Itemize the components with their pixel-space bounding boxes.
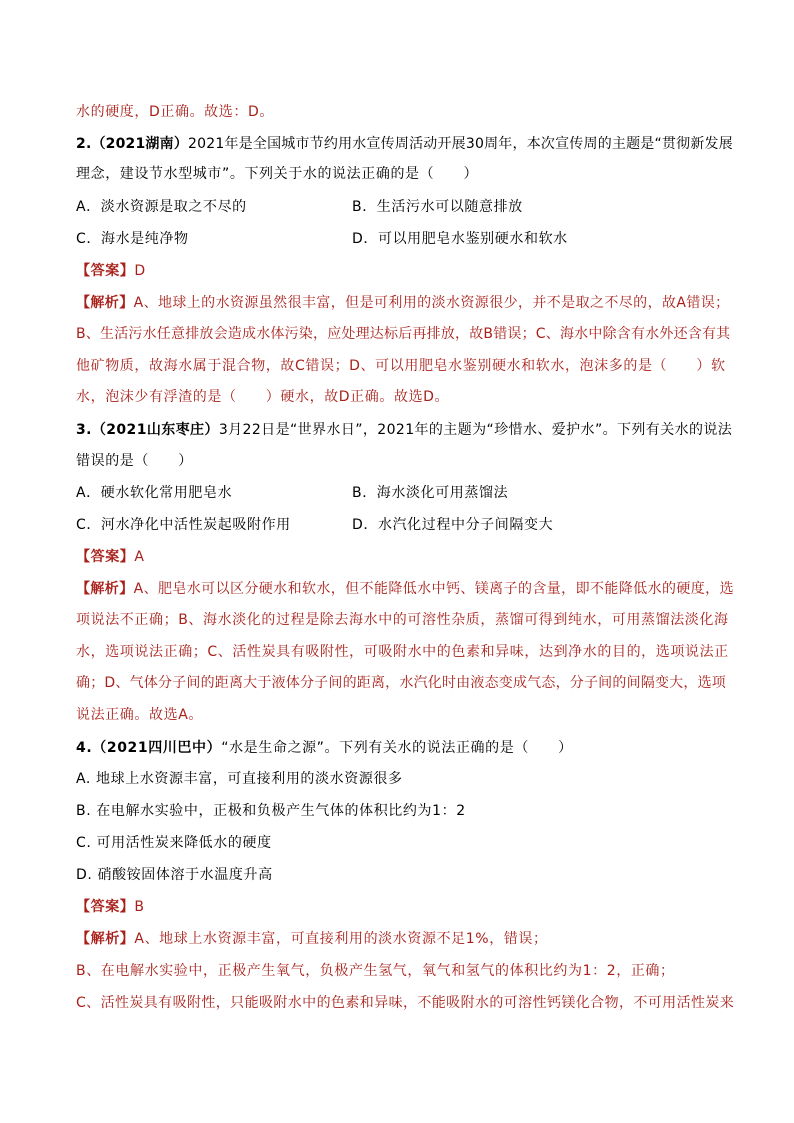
q4-option-d: D. 硝酸铵固体溶于水温度升高 — [76, 867, 273, 883]
q2-option-d: D．可以用肥皂水鉴别硬水和软水 — [352, 231, 568, 247]
q2-stem-line2: 理念，建设节水型城市”。下列关于水的说法正确的是（ ） — [76, 166, 479, 182]
q4-analysis-line3: C、活性炭具有吸附性，只能吸附水中的色素和异味，不能吸附水的可溶性钙镁化合物，不可用活性炭来 — [76, 995, 735, 1011]
q3-answer-value: A — [134, 549, 145, 565]
q3-stem-line1 — [76, 420, 733, 440]
q4-source: （2021四川巴中） — [92, 740, 222, 756]
q4-number: 4. — [76, 740, 93, 756]
q2-option-b: B．生活污水可以随意排放 — [352, 199, 523, 215]
q2-analysis-line1 — [76, 293, 730, 313]
q4-analysis-label: 【解析】 — [76, 931, 135, 947]
q4-option-a: A. 地球上水资源丰富，可直接利用的淡水资源很多 — [76, 771, 403, 787]
intro-line: 水的硬度，D正确。故选：D。 — [76, 104, 274, 120]
q3-answer — [76, 547, 726, 567]
q2-analysis-line4: 水，泡沫少有浮渣的是（ ）硬水，故D正确。故选D。 — [76, 389, 450, 405]
q4-analysis-text1: A、地球上水资源丰富，可直接利用的淡水资源不足1%，错误； — [134, 931, 548, 947]
q3-answer-label: 【答案】 — [76, 549, 135, 565]
q3-number: 3. — [76, 422, 92, 438]
q4-option-c: C. 可用活性炭来降低水的硬度 — [76, 835, 272, 851]
q4-answer-label: 【答案】 — [76, 899, 135, 915]
q2-source: （2021湖南） — [91, 136, 189, 152]
q3-analysis-line4: 确；D、气体分子间的距离大于液体分子间的距离，水汽化时由液态变成气态，分子间的间隔变大，选项 — [76, 675, 726, 691]
q4-analysis-line1 — [76, 929, 726, 949]
q3-option-b: B．海水淡化可用蒸馏法 — [352, 485, 509, 501]
q3-analysis-line5: 说法正确。故选A。 — [76, 707, 203, 723]
q2-stem-text1: 2021年是全国城市节约用水宣传周活动开展30周年，本次宣传周的主题是“贯彻新发展 — [188, 136, 733, 152]
q2-number: 2. — [76, 136, 92, 152]
q3-stem-line2: 错误的是（ ） — [76, 453, 193, 469]
q3-option-a: A．硬水软化常用肥皂水 — [76, 485, 233, 501]
q2-analysis-line2: B、生活污水任意排放会造成水体污染，应处理达标后再排放，故B错误；C、海水中除含有水外还含有其 — [76, 326, 731, 342]
q3-option-c: C．河水净化中活性炭起吸附作用 — [76, 517, 291, 533]
q3-analysis-line3: 水，选项说法正确；C、活性炭具有吸附性，可吸附水中的色素和异味，达到净水的目的，选项说法正 — [76, 644, 729, 660]
q2-answer-value: D — [134, 263, 146, 279]
q3-source: （2021山东枣庄） — [91, 422, 219, 438]
q4-stem-line1 — [76, 738, 726, 758]
q2-analysis-line3: 他矿物质，故海水属于混合物，故C错误；D、可以用肥皂水鉴别硬水和软水，泡沫多的是（ ）软 — [76, 358, 726, 374]
q2-option-a: A．淡水资源是取之不尽的 — [76, 199, 247, 215]
q2-analysis-label: 【解析】 — [76, 295, 134, 311]
q3-analysis-line2: 项说法不正确；B、海水淡化的过程是除去海水中的可溶性杂质，蒸馏可得到纯水，可用蒸馏法淡化海 — [76, 612, 729, 628]
q4-option-b: B. 在电解水实验中，正极和负极产生气体的体积比约为1：2 — [76, 803, 466, 819]
q2-answer — [76, 261, 726, 281]
q2-stem-line1 — [76, 134, 733, 154]
q3-analysis-label: 【解析】 — [76, 581, 134, 597]
q3-option-d: D．水汽化过程中分子间隔变大 — [352, 517, 554, 533]
q4-answer-value: B — [134, 899, 145, 915]
q3-analysis-text1: A、肥皂水可以区分硬水和软水，但不能降低水中钙、镁离子的含量，即不能降低水的硬度，选 — [133, 581, 734, 597]
q4-stem-text1: “水是生命之源”。下列有关水的说法正确的是（ ） — [221, 740, 573, 756]
q2-option-c: C．海水是纯净物 — [76, 231, 189, 247]
q3-stem-text1: 3月22日是“世界水日”，2021年的主题为“珍惜水、爱护水”。下列有关水的说法 — [218, 422, 733, 438]
q4-answer — [76, 897, 726, 917]
q2-answer-label: 【答案】 — [76, 263, 135, 279]
q2-analysis-text1: A、地球上的水资源虽然很丰富，但是可利用的淡水资源很少，并不是取之不尽的，故A错误； — [133, 295, 730, 311]
q4-analysis-line2: B、在电解水实验中，正极产生氧气，负极产生氢气，氧气和氢气的体积比约为1：2，正确； — [76, 963, 675, 979]
q3-analysis-line1 — [76, 579, 734, 599]
